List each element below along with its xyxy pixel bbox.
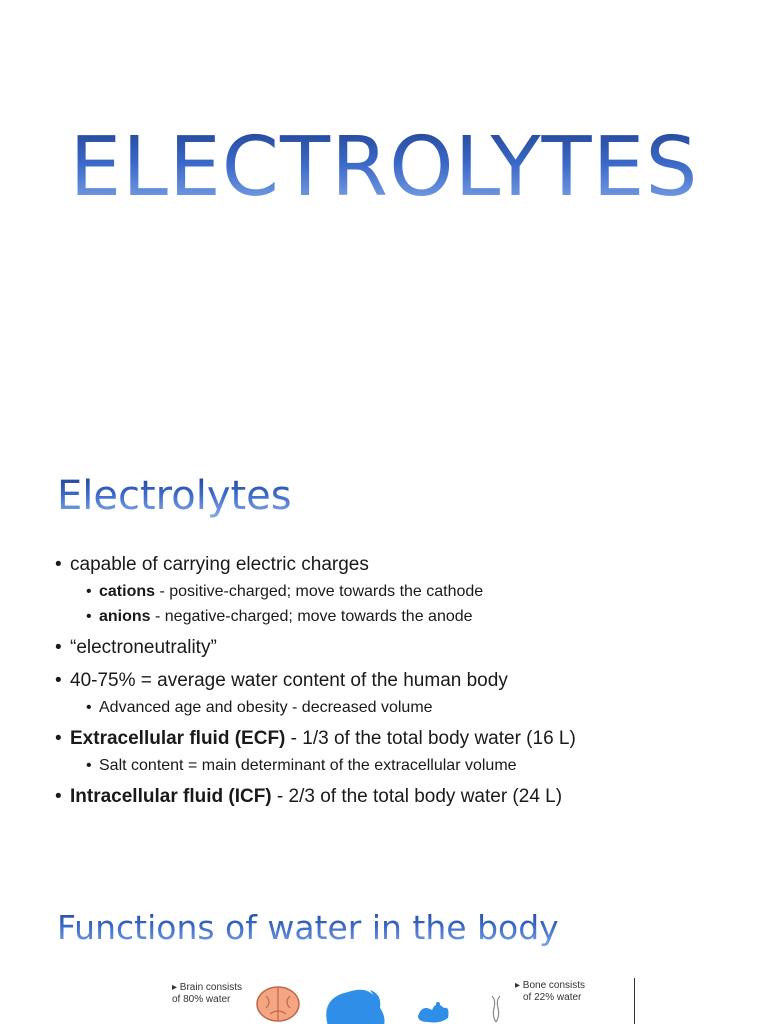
section-heading-functions: Functions of water in the body [57, 904, 559, 952]
electrolytes-bullet-list [55, 546, 745, 811]
section-heading-electrolytes: Electrolytes [57, 473, 292, 519]
bullet-item: • capable of carrying electric charges [55, 551, 745, 579]
brain-caption: ▸ Brain consists of 80% water [172, 982, 243, 1005]
head-silhouette-icon [320, 986, 392, 1024]
bone-icon [488, 994, 504, 1024]
bullet-item: • 40-75% = average water content of the human body [55, 667, 745, 695]
sub-bullet-item: • Advanced age and obesity - decreased volume [55, 695, 745, 720]
brain-icon [254, 980, 304, 1024]
water-splash-icon [416, 998, 452, 1024]
sub-bullet-item: • Salt content = main determinant of the extracellular volume [55, 753, 745, 778]
sub-bullet-item: • anions - negative-charged; move towards the anode [55, 604, 745, 629]
bullet-item: • Extracellular fluid (ECF) - 1/3 of the total body water (16 L) [55, 725, 745, 753]
bone-caption: ▸ Bone consists of 22% water [515, 980, 586, 1003]
sub-bullet-item: • cations - positive-charged; move towards the cathode [55, 579, 745, 604]
main-title: ELECTROLYTES [0, 118, 768, 218]
water-body-figure [130, 978, 635, 1024]
bullet-item: • Intracellular fluid (ICF) - 2/3 of the total body water (24 L) [55, 783, 745, 811]
bullet-item: • “electroneutrality” [55, 634, 745, 662]
